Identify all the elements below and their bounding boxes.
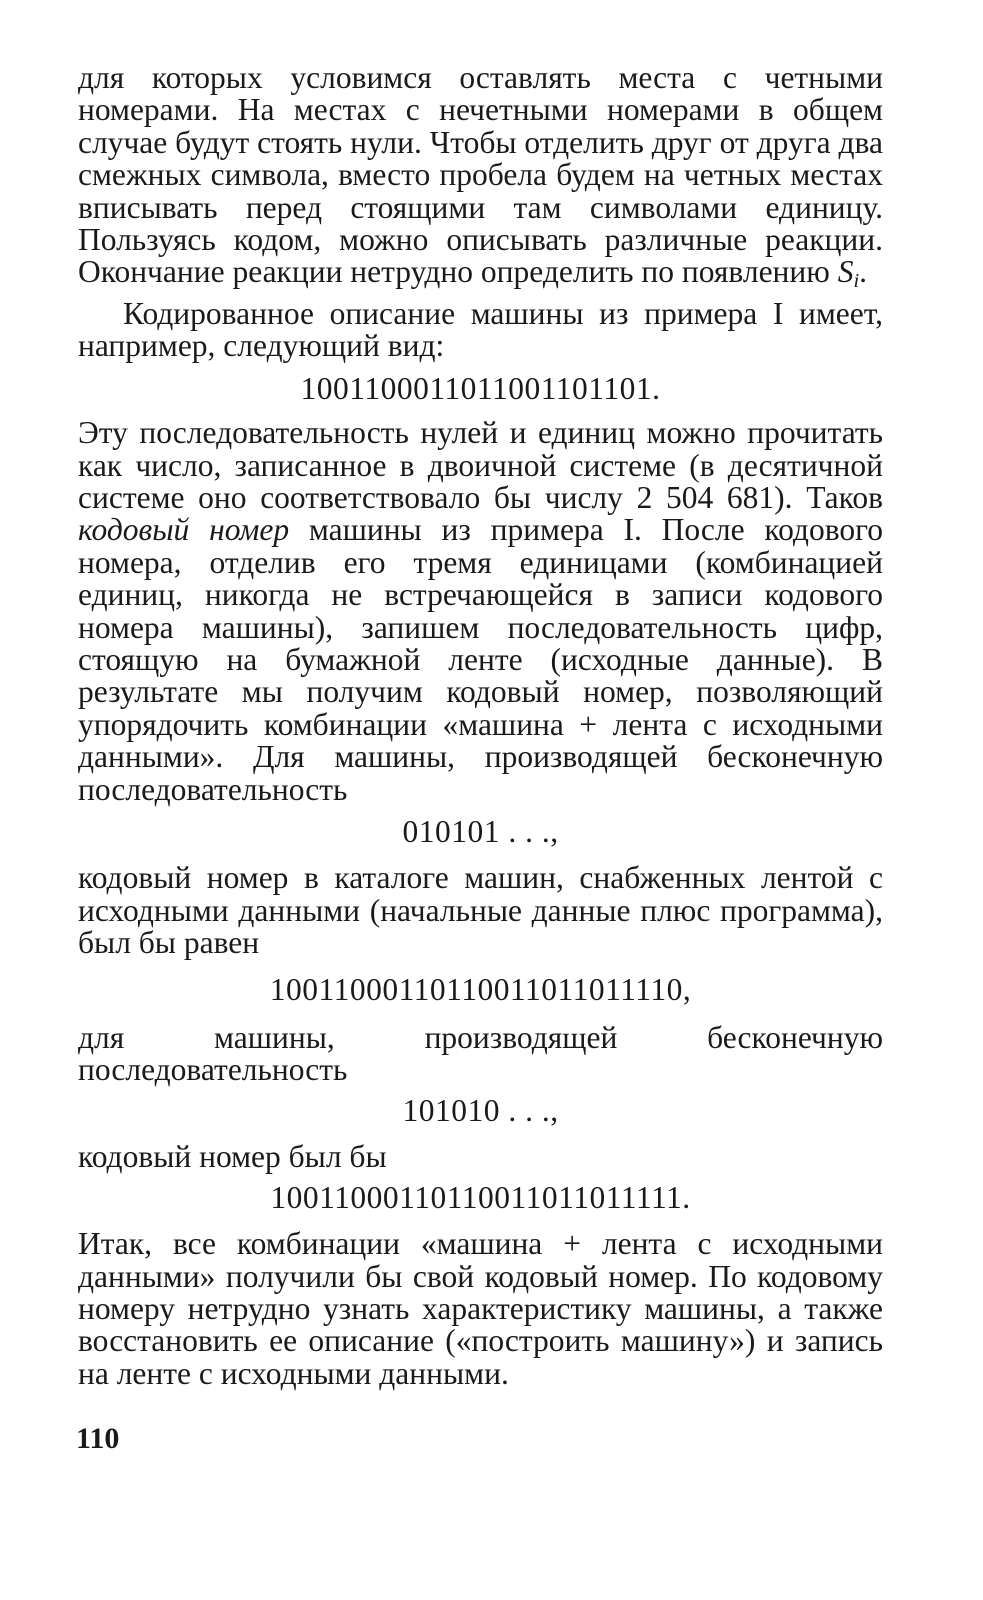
paragraph-3-start: Эту последовательность нулей и единиц можно прочитать как число, записанное в двоичной системе (в десятичной системе оно соответствовало бы числу 2 504 681). Таков bbox=[78, 415, 883, 515]
paragraph-3-end: машины из примера I. После кодового номера, отделив его тремя единицами (комбинацией единиц, никогда не встречающейся в записи кодового номера машины), запишем последовательность цифр, стоящую на бумажной ленте (исходные данные). В результате мы получим кодовый номер, позволяющий упорядочить комбинации «машина + лента с исходными данными». Для машины, производящей бесконечную последовательность bbox=[78, 512, 883, 807]
paragraph-5: для машины, производящей бесконечную последовательность bbox=[78, 1020, 883, 1088]
page-number: 110 bbox=[76, 1422, 120, 1455]
formula-3: 10011000110110011011011110, bbox=[269, 971, 692, 1007]
symbol-s: $S_i$ bbox=[837, 254, 860, 293]
paragraph-6: кодовый номер был бы bbox=[78, 1139, 387, 1175]
paragraph-3 bbox=[78, 417, 883, 806]
symbol-subscript: i bbox=[853, 270, 860, 293]
paragraph-4: кодовый номер в каталоге машин, снабженных лентой с исходными данными (начальные данные плюс программа), был бы равен bbox=[78, 860, 883, 961]
paragraph-3-italic-term: кодовый номер bbox=[78, 512, 290, 548]
page-body bbox=[78, 62, 883, 1390]
paragraph-7: Итак, все комбинации «машина + лента с исходными данными» получили бы свой кодовый номер. По кодовому номеру нетрудно узнать характеристику машины, а также восстановить ее описание («построить машину») и запись на ленте с исходными данными. bbox=[78, 1226, 883, 1391]
paragraph-1-text: для которых условимся оставлять места с четными номерами. На местах с нечетными номерами в общем случае будут стоять нули. Чтобы отделить друг от друга два смежных символа, вместо пробела будем на четных местах вписывать перед стоящими там символами единицу. Пользуясь кодом, можно описывать различные реакции. Окончание реакции нетрудно определить по появлению bbox=[78, 60, 883, 290]
paragraph-2: Кодированное описание машины из примера I имеет, например, следующий вид: bbox=[78, 295, 883, 364]
formula-1: 1001100011011001101101. bbox=[300, 370, 661, 406]
paragraph-1: для которых условимся оставлять места с четными номерами. На местах с нечетными номерами в общем случае будут стоять нули. Чтобы отделить друг от друга два смежных символа, вместо пробела будем на четных местах вписывать перед стоящими там символами единицу. Пользуясь кодом, можно описывать различные реакции. Окончание реакции нетрудно определить по появлению $S_i$. bbox=[78, 60, 883, 293]
formula-5: 10011000110110011011011111. bbox=[270, 1179, 691, 1215]
formula-4: 101010 . . ., bbox=[402, 1092, 559, 1128]
formula-2: 010101 . . ., bbox=[402, 814, 559, 850]
